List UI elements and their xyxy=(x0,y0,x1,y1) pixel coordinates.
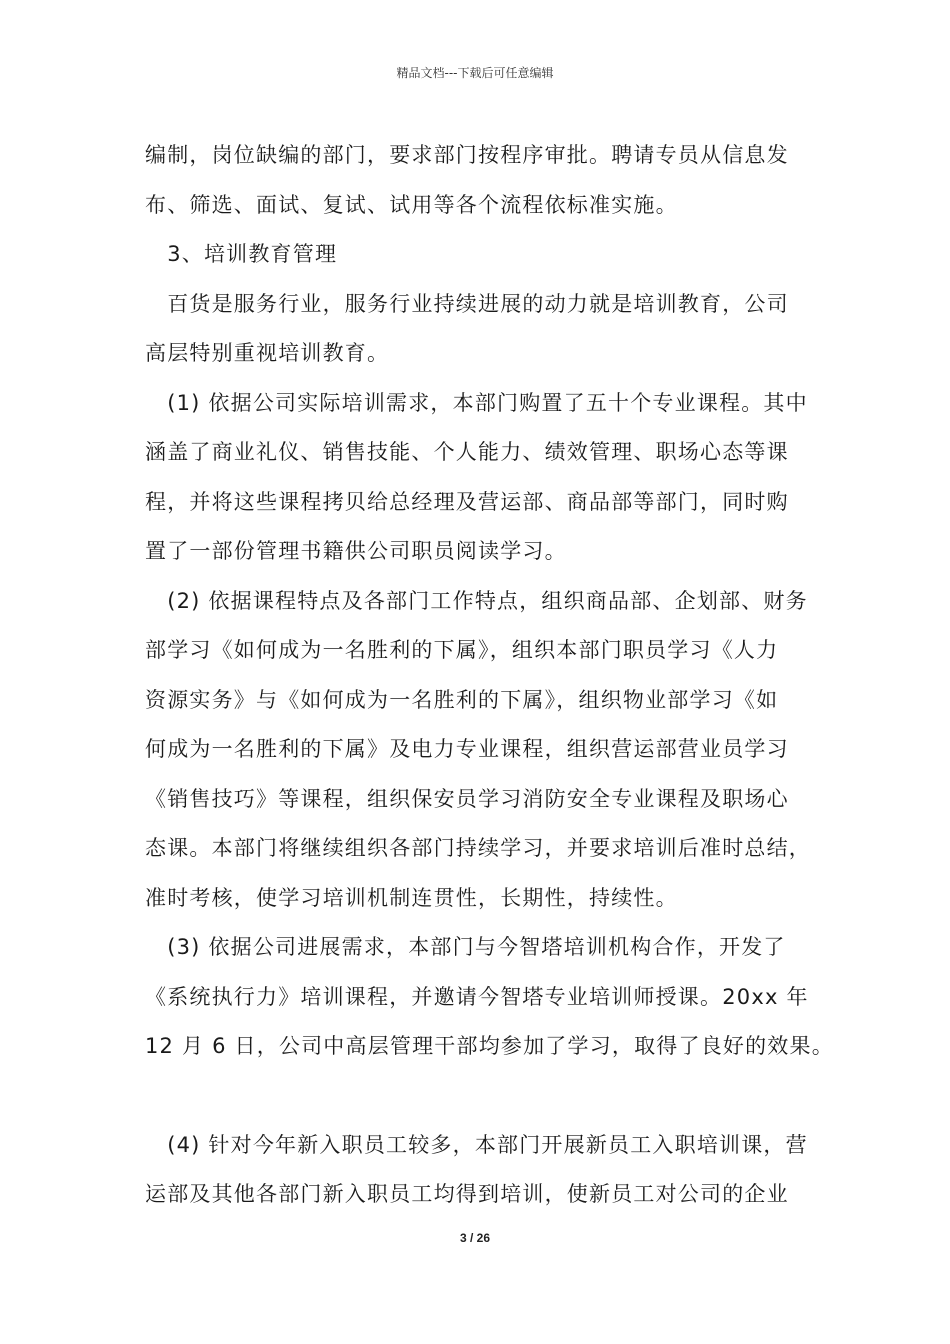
text-line: 《系统执行力》培训课程，并邀请今智塔专业培训师授课。20xx 年 xyxy=(145,984,809,1009)
page-number: 3 / 26 xyxy=(459,1231,491,1245)
document-body xyxy=(145,131,834,1220)
text-line: 准时考核，使学习培训机制连贯性，长期性，持续性。 xyxy=(145,885,678,910)
blank-gap xyxy=(145,1072,813,1121)
text-line: (2) 依据课程特点及各部门工作特点，组织商品部、企划部、财务 xyxy=(145,588,808,613)
text-line: 运部及其他各部门新入职员工均得到培训，使新员工对公司的企业 xyxy=(145,1182,789,1206)
text-line: 部学习《如何成为一名胜利的下属》，组织本部门职员学习《人力 xyxy=(145,638,779,662)
text-line: 百货是服务行业，服务行业持续进展的动力就是培训教育，公司 xyxy=(145,291,789,316)
text-line: 高层特别重视培训教育。 xyxy=(145,341,390,365)
text-line: 《销售技巧》等课程，组织保安员学习消防安全专业课程及职场心 xyxy=(145,786,789,811)
page-header: 精品文档---下载后可任意编辑 xyxy=(396,66,554,80)
text-line: (1) 依据公司实际培训需求，本部门购置了五十个专业课程。其中 xyxy=(145,390,808,415)
text-line: 3、培训教育管理 xyxy=(145,242,338,266)
paragraph-block-continued xyxy=(145,1121,813,1220)
text-line: 态课。本部门将继续组织各部门持续学习，并要求培训后准时总结， xyxy=(145,836,811,860)
text-line: (3) 依据公司进展需求，本部门与今智塔培训机构合作，开发了 xyxy=(145,935,786,959)
paragraph-block xyxy=(145,131,834,1072)
text-line: 布、筛选、面试、复试、试用等各个流程依标准实施。 xyxy=(145,192,678,217)
text-line: (4) 针对今年新入职员工较多，本部门开展新员工入职培训课，营 xyxy=(145,1132,808,1157)
text-line: 置了一部份管理书籍供公司职员阅读学习。 xyxy=(145,539,567,563)
text-line: 12 月 6 日，公司中高层管理干部均参加了学习，取得了良好的效果。 xyxy=(145,1034,834,1058)
text-line: 涵盖了商业礼仪、销售技能、个人能力、绩效管理、职场心态等课 xyxy=(145,440,789,464)
text-line: 资源实务》与《如何成为一名胜利的下属》，组织物业部学习《如 xyxy=(145,687,779,712)
text-line: 编制，岗位缺编的部门，要求部门按程序审批。聘请专员从信息发 xyxy=(145,143,789,167)
text-line: 何成为一名胜利的下属》及电力专业课程，组织营运部营业员学习 xyxy=(145,737,789,761)
text-line: 程，并将这些课程拷贝给总经理及营运部、商品部等部门，同时购 xyxy=(145,489,789,514)
